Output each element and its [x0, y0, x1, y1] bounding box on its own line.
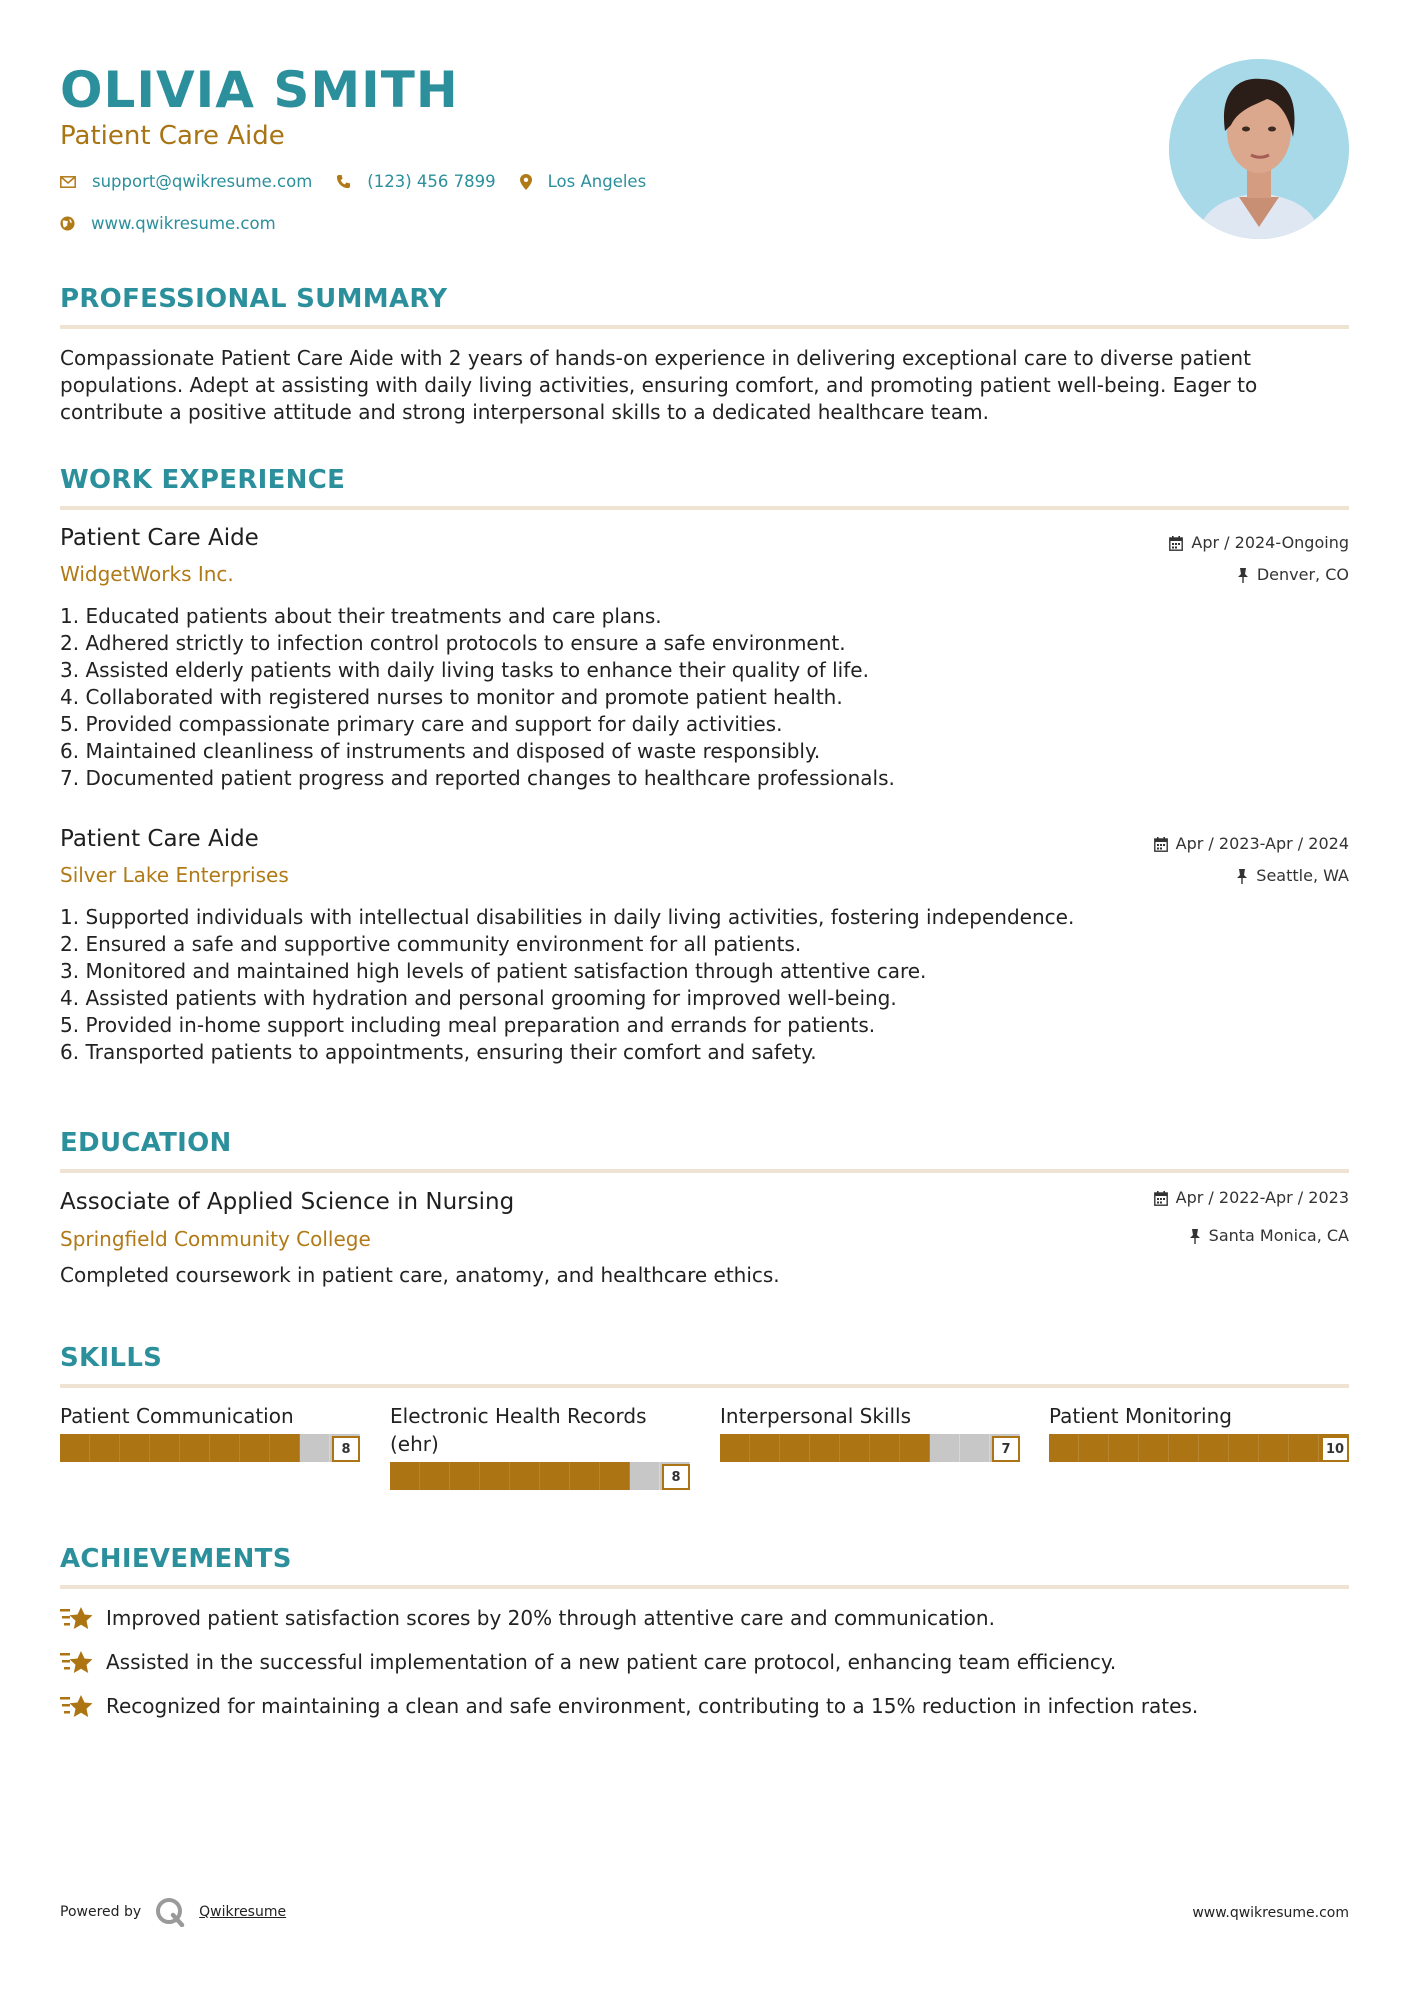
achievement-text: Assisted in the successful implementation of a new patient care protocol, enhancing team efficiency.	[106, 1650, 1117, 1674]
skill-level-bar	[720, 1434, 1020, 1462]
skill-level-badge: 7	[992, 1436, 1020, 1462]
skill-level-badge: 8	[662, 1464, 690, 1490]
calendar-icon	[1154, 1191, 1168, 1206]
summary-line: Compassionate Patient Care Aide with 2 years of hands-on experience in delivering exceptional care to diverse patient	[60, 346, 1251, 370]
skills-heading: SKILLS	[60, 1342, 1349, 1388]
skill-bar-segment	[90, 1434, 120, 1462]
list-item: 1. Educated patients about their treatments and care plans.	[60, 604, 662, 628]
skill-bar-segment	[960, 1434, 990, 1462]
skill-name: Patient Communication	[60, 1404, 294, 1428]
skill-bar-segment	[750, 1434, 780, 1462]
phone-icon	[336, 174, 351, 189]
skill-bar-segment	[300, 1434, 330, 1462]
skill-bar-segment	[1079, 1434, 1109, 1462]
achievement-text: Improved patient satisfaction scores by 20% through attentive care and communication.	[106, 1606, 995, 1630]
skill-bar-segment	[120, 1434, 150, 1462]
list-item: 7. Documented patient progress and reported changes to healthcare professionals.	[60, 766, 895, 790]
location-contact	[520, 172, 647, 191]
skill-name: Interpersonal Skills	[720, 1404, 912, 1428]
skill-bar-segment	[1289, 1434, 1319, 1462]
skill-level-badge: 10	[1321, 1436, 1349, 1462]
brand-link[interactable]: Qwikresume	[199, 1904, 287, 1920]
skill-bar-segment	[1169, 1434, 1199, 1462]
skill-level-bar	[60, 1434, 360, 1462]
dates-text: Apr / 2022-Apr / 2023	[1175, 1188, 1349, 1207]
skill-bar-segment	[570, 1462, 600, 1490]
skill-item	[720, 1402, 1020, 1462]
job-location	[1237, 564, 1349, 586]
skill-bar-segment	[840, 1434, 870, 1462]
job-dates	[1154, 833, 1349, 855]
degree-title: Associate of Applied Science in Nursing	[60, 1189, 515, 1215]
skill-bar-segment	[810, 1434, 840, 1462]
resume-page	[60, 0, 1349, 1990]
star-badge-icon	[60, 1605, 94, 1631]
education-description: Completed coursework in patient care, anatomy, and healthcare ethics.	[60, 1263, 780, 1287]
skill-bar-segment	[900, 1434, 930, 1462]
skill-bar-segment	[450, 1462, 480, 1490]
skill-level-bar	[390, 1462, 690, 1490]
education-dates	[1154, 1187, 1349, 1209]
footer-powered-by	[60, 1897, 286, 1927]
contact-row	[60, 172, 670, 191]
list-item: 2. Adhered strictly to infection control protocols to ensure a safe environment.	[60, 631, 846, 655]
school-name: Springfield Community College	[60, 1227, 371, 1251]
footer-url[interactable]: www.qwikresume.com	[1192, 1905, 1349, 1921]
location-text: Santa Monica, CA	[1208, 1226, 1349, 1245]
location-text: Los Angeles	[547, 172, 647, 191]
star-badge-icon	[60, 1693, 94, 1719]
qwikresume-logo-icon	[155, 1897, 185, 1927]
skill-bar-segment	[390, 1462, 420, 1490]
skill-name: Electronic Health Records (ehr)	[390, 1404, 647, 1456]
skill-item	[60, 1402, 360, 1462]
website-contact[interactable]	[60, 214, 276, 233]
skill-bar-segment	[180, 1434, 210, 1462]
achievement-item	[60, 1648, 1116, 1676]
skill-bar-segment	[600, 1462, 630, 1490]
list-item: 2. Ensured a safe and supportive community environment for all patients.	[60, 932, 802, 956]
pushpin-icon	[1236, 869, 1248, 884]
experience-heading: WORK EXPERIENCE	[60, 464, 1349, 510]
summary-line: contribute a positive attitude and strong interpersonal skills to a dedicated healthcare team.	[60, 400, 989, 424]
globe-icon	[60, 216, 75, 231]
list-item: 5. Provided compassionate primary care and support for daily activities.	[60, 712, 783, 736]
calendar-icon	[1154, 837, 1168, 852]
candidate-role: Patient Care Aide	[60, 121, 285, 151]
list-item: 1. Supported individuals with intellectual disabilities in daily living activities, fostering independence.	[60, 905, 1075, 929]
job-location	[1236, 865, 1349, 887]
star-badge-icon	[60, 1649, 94, 1675]
pushpin-icon	[1189, 1229, 1201, 1244]
skill-level-badge: 8	[332, 1436, 360, 1462]
skill-bar-segment	[150, 1434, 180, 1462]
website-text: www.qwikresume.com	[91, 214, 276, 233]
achievements-heading: ACHIEVEMENTS	[60, 1543, 1349, 1589]
profile-photo	[1169, 59, 1349, 239]
job-title: Patient Care Aide	[60, 525, 259, 551]
website-row	[60, 214, 300, 233]
candidate-name: OLIVIA SMITH	[60, 61, 459, 119]
company-name: WidgetWorks Inc.	[60, 562, 234, 586]
achievement-item	[60, 1692, 1198, 1720]
job-dates	[1169, 532, 1349, 554]
company-name: Silver Lake Enterprises	[60, 863, 289, 887]
location-text: Seattle, WA	[1256, 866, 1349, 885]
list-item: 6. Transported patients to appointments, ensuring their comfort and safety.	[60, 1040, 817, 1064]
skill-bar-segment	[930, 1434, 960, 1462]
summary-text	[60, 345, 1349, 426]
skill-bar-segment	[240, 1434, 270, 1462]
skill-bar-segment	[510, 1462, 540, 1490]
phone-text: (123) 456 7899	[367, 172, 496, 191]
job-title: Patient Care Aide	[60, 826, 259, 852]
skill-bar-segment	[540, 1462, 570, 1490]
skill-bar-segment	[630, 1462, 660, 1490]
skill-bar-segment	[270, 1434, 300, 1462]
list-item: 3. Monitored and maintained high levels of patient satisfaction through attentive care.	[60, 959, 927, 983]
skill-bar-segment	[1109, 1434, 1139, 1462]
envelope-icon	[60, 176, 76, 188]
pushpin-icon	[1237, 568, 1249, 583]
dates-text: Apr / 2023-Apr / 2024	[1175, 834, 1349, 853]
list-item: 3. Assisted elderly patients with daily living tasks to enhance their quality of life.	[60, 658, 869, 682]
calendar-icon	[1169, 536, 1183, 551]
achievement-text: Recognized for maintaining a clean and safe environment, contributing to a 15% reduction in infection rates.	[106, 1694, 1199, 1718]
achievement-item	[60, 1604, 995, 1632]
skill-name: Patient Monitoring	[1049, 1404, 1232, 1428]
powered-by-label: Powered by	[60, 1904, 142, 1920]
list-item: 4. Assisted patients with hydration and personal grooming for improved well-being.	[60, 986, 897, 1010]
summary-heading: PROFESSIONAL SUMMARY	[60, 283, 1349, 329]
skill-bar-segment	[210, 1434, 240, 1462]
skill-bar-segment	[780, 1434, 810, 1462]
skill-level-bar	[1049, 1434, 1349, 1462]
list-item: 4. Collaborated with registered nurses to monitor and promote patient health.	[60, 685, 843, 709]
summary-line: populations. Adept at assisting with daily living activities, ensuring comfort, and promoting patient well-being. Eager to	[60, 373, 1258, 397]
location-text: Denver, CO	[1256, 565, 1349, 584]
map-pin-icon	[520, 174, 532, 190]
duties-list	[60, 603, 1349, 792]
email-contact[interactable]	[60, 172, 312, 191]
dates-text: Apr / 2024-Ongoing	[1191, 533, 1349, 552]
education-location	[1189, 1225, 1349, 1247]
education-heading: EDUCATION	[60, 1127, 1349, 1173]
skill-bar-segment	[870, 1434, 900, 1462]
skill-bar-segment	[1229, 1434, 1259, 1462]
skill-bar-segment	[1199, 1434, 1229, 1462]
skill-bar-segment	[420, 1462, 450, 1490]
list-item: 5. Provided in-home support including meal preparation and errands for patients.	[60, 1013, 876, 1037]
email-text: support@qwikresume.com	[92, 172, 313, 191]
skill-bar-segment	[1139, 1434, 1169, 1462]
list-item: 6. Maintained cleanliness of instruments and disposed of waste responsibly.	[60, 739, 821, 763]
skill-bar-segment	[720, 1434, 750, 1462]
phone-contact[interactable]	[336, 172, 495, 191]
skill-bar-segment	[60, 1434, 90, 1462]
skill-bar-segment	[1049, 1434, 1079, 1462]
skill-item	[390, 1402, 690, 1490]
duties-list	[60, 904, 1349, 1066]
skill-item	[1049, 1402, 1349, 1462]
skill-bar-segment	[480, 1462, 510, 1490]
skill-bar-segment	[1259, 1434, 1289, 1462]
